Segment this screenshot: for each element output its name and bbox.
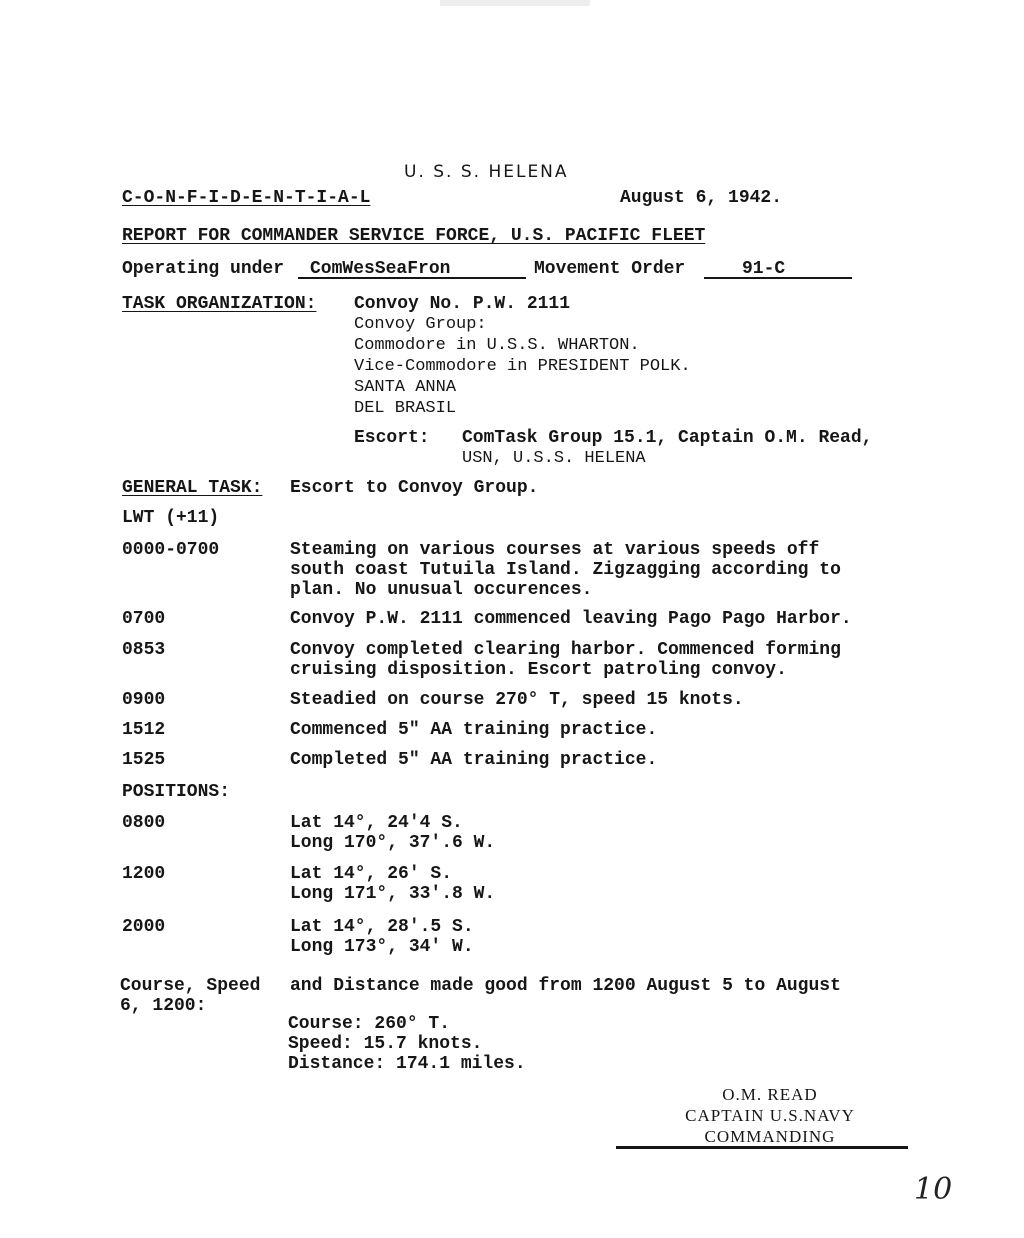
movement-value: 91-C — [742, 259, 786, 279]
task-org-line: SANTA ANNA — [354, 378, 457, 397]
position-lat: Lat 14°, 24'4 S. — [290, 813, 463, 833]
log-text: Steaming on various courses at various speeds off — [290, 540, 820, 560]
log-text: south coast Tutuila Island. Zigzagging according to — [290, 560, 841, 580]
log-text: plan. No unusual occurences. — [290, 580, 593, 600]
signature-name: O.M. READ — [722, 1085, 818, 1104]
log-text: Steadied on course 270° T, speed 15 knots. — [290, 690, 744, 710]
made-good-distance: Distance: 174.1 miles. — [288, 1054, 526, 1074]
made-good-speed: Speed: 15.7 knots. — [288, 1034, 483, 1054]
task-org-line: DEL BRASIL — [354, 399, 457, 418]
task-org-line: Vice-Commodore in PRESIDENT POLK. — [354, 357, 691, 376]
log-text: cruising disposition. Escort patroling convoy. — [290, 660, 787, 680]
log-time: 1512 — [122, 720, 166, 740]
signature-rank: CAPTAIN U.S.NAVY — [685, 1106, 855, 1125]
movement-label: Movement Order — [534, 259, 686, 279]
general-task-value: Escort to Convoy Group. — [290, 478, 539, 498]
made-good-text: and Distance made good from 1200 August 5 to August — [290, 976, 841, 996]
timezone: LWT (+11) — [122, 508, 220, 528]
operating-value: ComWesSeaFron — [310, 259, 451, 279]
scan-mark — [440, 0, 590, 6]
log-text: Convoy completed clearing harbor. Commenced forming — [290, 640, 841, 660]
log-time: 1525 — [122, 750, 166, 770]
position-time: 2000 — [122, 917, 166, 937]
log-text: Commenced 5" AA training practice. — [290, 720, 658, 740]
page-number: 10 — [914, 1172, 953, 1207]
log-time: 0853 — [122, 640, 166, 660]
escort-label: Escort: — [354, 428, 430, 448]
classification: C-O-N-F-I-D-E-N-T-I-A-L — [122, 188, 371, 208]
escort-line: ComTask Group 15.1, Captain O.M. Read, — [462, 428, 873, 448]
report-title: REPORT FOR COMMANDER SERVICE FORCE, U.S. PACIFIC FLEET — [122, 226, 706, 246]
log-time: 0900 — [122, 690, 166, 710]
log-time: 0000-0700 — [122, 540, 220, 560]
position-long: Long 170°, 37'.6 W. — [290, 833, 496, 853]
report-date: August 6, 1942. — [620, 188, 783, 208]
positions-label: POSITIONS: — [122, 782, 231, 802]
task-organization-label: TASK ORGANIZATION: — [122, 294, 317, 314]
position-lat: Lat 14°, 28'.5 S. — [290, 917, 474, 937]
task-org-line: Convoy Group: — [354, 315, 487, 334]
ship-name: U. S. S. HELENA — [404, 162, 569, 182]
position-lat: Lat 14°, 26' S. — [290, 864, 453, 884]
log-text: Convoy P.W. 2111 commenced leaving Pago Pago Harbor. — [290, 609, 852, 629]
position-time: 1200 — [122, 864, 166, 884]
movement-value-field — [704, 259, 852, 339]
task-org-line: Convoy No. P.W. 2111 — [354, 294, 571, 314]
escort-line: USN, U.S.S. HELENA — [462, 449, 646, 468]
position-long: Long 173°, 34' W. — [290, 937, 474, 957]
signature-line — [616, 1146, 908, 1149]
made-good-label-2: 6, 1200: — [120, 996, 207, 1016]
made-good-label: Course, Speed — [120, 976, 261, 996]
made-good-course: Course: 260° T. — [288, 1014, 451, 1034]
task-org-line: Commodore in U.S.S. WHARTON. — [354, 336, 640, 355]
log-time: 0700 — [122, 609, 166, 629]
position-long: Long 171°, 33'.8 W. — [290, 884, 496, 904]
log-text: Completed 5" AA training practice. — [290, 750, 658, 770]
general-task-label: GENERAL TASK: — [122, 478, 263, 498]
operating-label: Operating under — [122, 259, 285, 279]
signature-role: COMMANDING — [704, 1127, 836, 1146]
position-time: 0800 — [122, 813, 166, 833]
